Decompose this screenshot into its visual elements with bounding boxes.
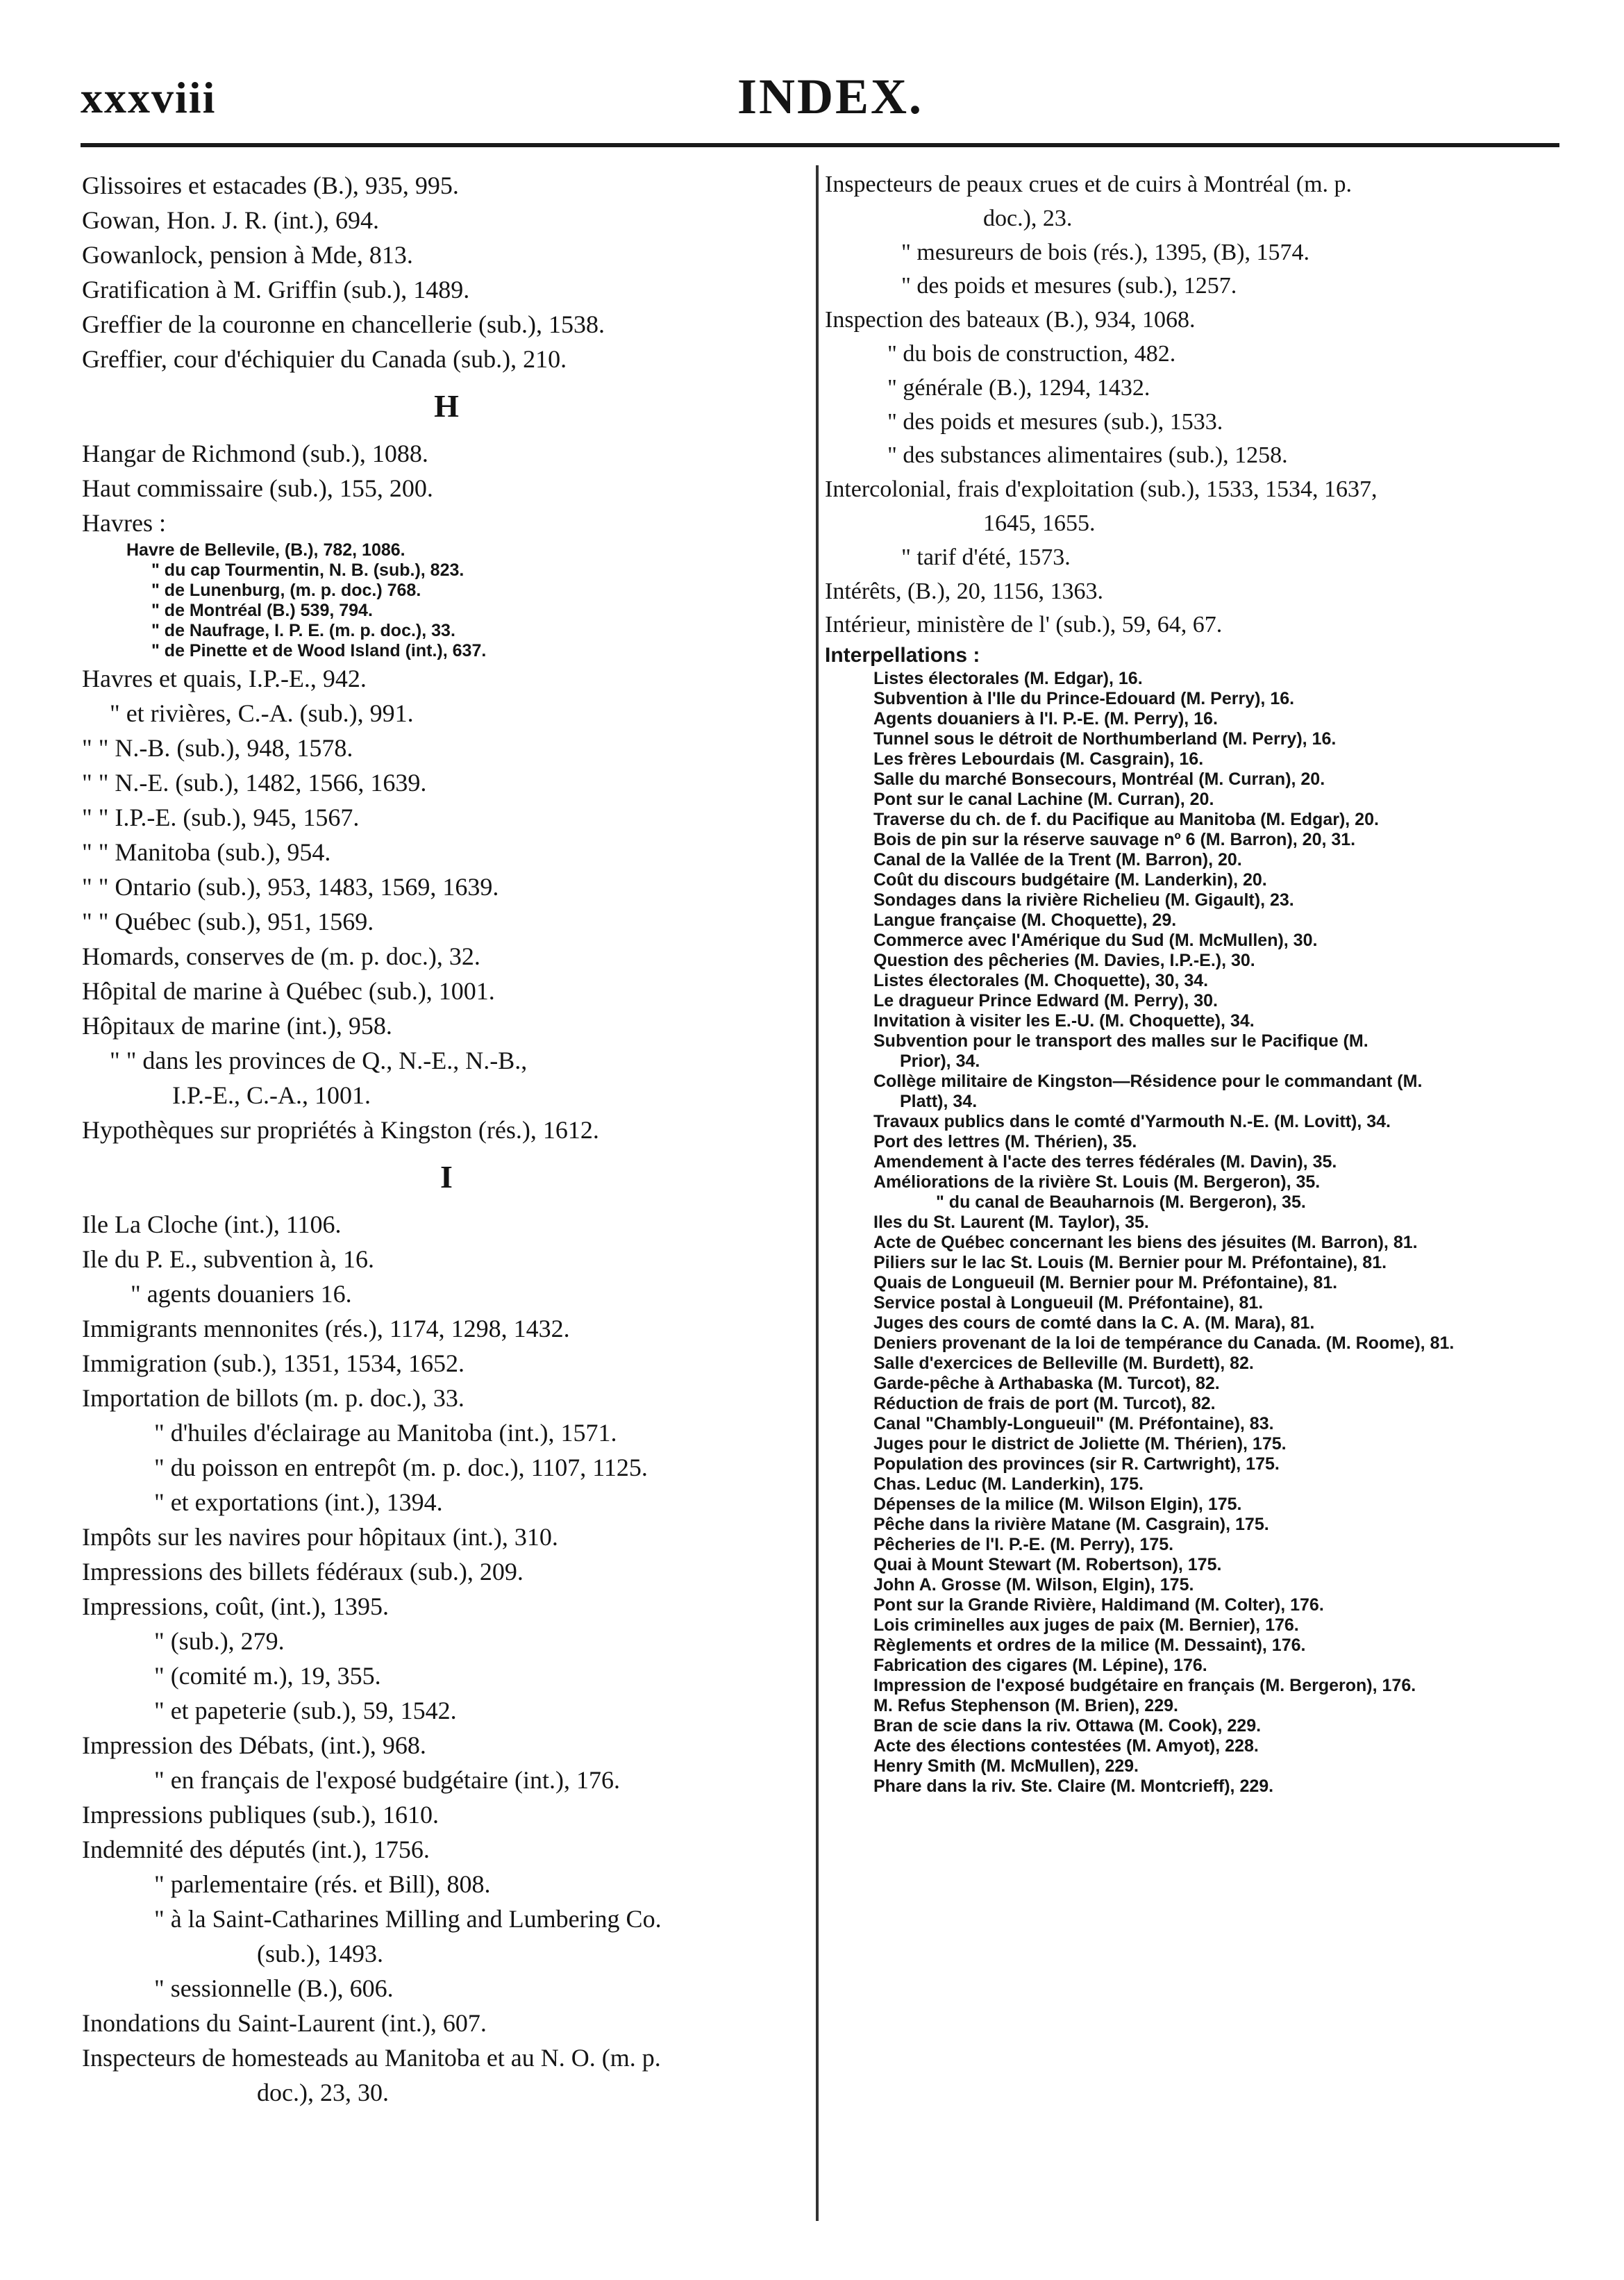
- index-entry: Glissoires et estacades (B.), 935, 995.: [82, 172, 459, 199]
- index-entry: Canal de la Vallée de la Trent (M. Barron), 20.: [873, 850, 1242, 870]
- index-entry: Port des lettres (M. Thérien), 35.: [873, 1132, 1137, 1152]
- index-entry: Acte de Québec concernant les biens des jésuites (M. Barron), 81.: [873, 1233, 1418, 1253]
- index-entry: Subvention pour le transport des malles sur le Pacifique (M.: [873, 1031, 1368, 1051]
- index-entry: Agents douaniers à l'I. P.-E. (M. Perry), 16.: [873, 709, 1218, 729]
- index-entry: " (comité m.), 19, 355.: [154, 1662, 381, 1690]
- index-entry: " des poids et mesures (sub.), 1533.: [887, 408, 1223, 435]
- index-entry: " " N.-B. (sub.), 948, 1578.: [82, 734, 353, 762]
- index-entry: Intérêts, (B.), 20, 1156, 1363.: [825, 578, 1104, 604]
- index-entry: " tarif d'été, 1573.: [901, 544, 1071, 570]
- index-entry: " mesureurs de bois (rés.), 1395, (B), 1574.: [901, 239, 1309, 265]
- index-entry: Pêcheries de l'I. P.-E. (M. Perry), 175.: [873, 1535, 1174, 1555]
- index-entry: Traverse du ch. de f. du Pacifique au Manitoba (M. Edgar), 20.: [873, 810, 1379, 830]
- index-entry: " " Manitoba (sub.), 954.: [82, 838, 331, 866]
- index-entry: " de Montréal (B.) 539, 794.: [151, 601, 373, 620]
- index-entry: Subvention à l'Ile du Prince-Edouard (M. Perry), 16.: [873, 689, 1295, 709]
- index-entry: Langue française (M. Choquette), 29.: [873, 910, 1177, 931]
- index-entry: Fabrication des cigares (M. Lépine), 176.: [873, 1656, 1207, 1676]
- index-entry: Pont sur la Grande Rivière, Haldimand (M. Colter), 176.: [873, 1595, 1324, 1615]
- index-entry: Deniers provenant de la loi de tempérance du Canada. (M. Roome), 81.: [873, 1333, 1455, 1354]
- index-entry: Canal "Chambly-Longueuil" (M. Préfontaine), 83.: [873, 1414, 1274, 1434]
- index-entry: Havre de Bellevile, (B.), 782, 1086.: [126, 540, 405, 560]
- index-entry: Pêche dans la rivière Matane (M. Casgrain), 175.: [873, 1515, 1269, 1535]
- index-entry: Iles du St. Laurent (M. Taylor), 35.: [873, 1213, 1149, 1233]
- index-entry: " du canal de Beauharnois (M. Bergeron), 35.: [936, 1192, 1306, 1213]
- index-entry: " et rivières, C.-A. (sub.), 991.: [110, 699, 414, 727]
- index-entry: Havres :: [82, 509, 166, 537]
- index-entry: Impressions, coût, (int.), 1395.: [82, 1592, 389, 1620]
- index-entry: Impression des Débats, (int.), 968.: [82, 1731, 426, 1759]
- index-entry: Phare dans la riv. Ste. Claire (M. Montcrieff), 229.: [873, 1776, 1274, 1797]
- index-entry: " " N.-E. (sub.), 1482, 1566, 1639.: [82, 769, 427, 797]
- index-entry: doc.), 23.: [983, 205, 1073, 231]
- index-entry: " du cap Tourmentin, N. B. (sub.), 823.: [151, 560, 464, 580]
- section-letter: I: [440, 1159, 453, 1195]
- header-rule: [81, 143, 1559, 147]
- index-entry: Gowan, Hon. J. R. (int.), 694.: [82, 206, 379, 234]
- index-entry: Coût du discours budgétaire (M. Landerkin), 20.: [873, 870, 1267, 890]
- index-entry: Règlements et ordres de la milice (M. Dessaint), 176.: [873, 1636, 1306, 1656]
- page-number: xxxviii: [81, 73, 217, 122]
- index-entry: " et exportations (int.), 1394.: [154, 1488, 443, 1516]
- index-entry: Quais de Longueuil (M. Bernier pour M. Préfontaine), 81.: [873, 1273, 1338, 1293]
- index-entry: Salle d'exercices de Belleville (M. Burdett), 82.: [873, 1354, 1254, 1374]
- index-entry: Greffier de la couronne en chancellerie (sub.), 1538.: [82, 310, 605, 338]
- index-entry: " " Ontario (sub.), 953, 1483, 1569, 1639.: [82, 873, 499, 901]
- index-entry: " (sub.), 279.: [154, 1627, 285, 1655]
- index-entry: Listes électorales (M. Choquette), 30, 34.: [873, 971, 1209, 991]
- index-entry: John A. Grosse (M. Wilson, Elgin), 175.: [873, 1575, 1194, 1595]
- index-entry: Hôpitaux de marine (int.), 958.: [82, 1012, 392, 1040]
- index-entry: Gowanlock, pension à Mde, 813.: [82, 241, 413, 269]
- index-entry: Listes électorales (M. Edgar), 16.: [873, 669, 1143, 689]
- column-divider: [816, 165, 819, 2221]
- index-entry: Ile La Cloche (int.), 1106.: [82, 1210, 342, 1238]
- index-entry: Indemnité des députés (int.), 1756.: [82, 1836, 430, 1863]
- index-entry: Quai à Mount Stewart (M. Robertson), 175.: [873, 1555, 1222, 1575]
- index-entry: " de Lunenburg, (m. p. doc.) 768.: [151, 581, 421, 600]
- index-entry: I.P.-E., C.-A., 1001.: [172, 1081, 371, 1109]
- index-entry: Le dragueur Prince Edward (M. Perry), 30.: [873, 991, 1218, 1011]
- index-entry: Immigration (sub.), 1351, 1534, 1652.: [82, 1349, 464, 1377]
- index-entry: " " Québec (sub.), 951, 1569.: [82, 908, 374, 935]
- index-entry: Service postal à Longueuil (M. Préfontaine), 81.: [873, 1293, 1264, 1313]
- index-entry: " de Pinette et de Wood Island (int.), 637.: [151, 641, 487, 660]
- index-entry: Greffier, cour d'échiquier du Canada (sub.), 210.: [82, 345, 567, 373]
- index-entry: Réduction de frais de port (M. Turcot), 82.: [873, 1394, 1216, 1414]
- index-entry: " d'huiles d'éclairage au Manitoba (int.), 1571.: [154, 1419, 617, 1447]
- index-entry: Haut commissaire (sub.), 155, 200.: [82, 474, 433, 502]
- section-letter: H: [434, 388, 459, 424]
- index-entry: " des substances alimentaires (sub.), 1258.: [887, 442, 1288, 469]
- index-entry: Impression de l'exposé budgétaire en français (M. Bergeron), 176.: [873, 1676, 1416, 1696]
- index-entry: Travaux publics dans le comté d'Yarmouth N.-E. (M. Lovitt), 34.: [873, 1112, 1391, 1132]
- index-entry: Les frères Lebourdais (M. Casgrain), 16.: [873, 749, 1204, 769]
- index-entry: " générale (B.), 1294, 1432.: [887, 374, 1150, 401]
- index-entry: " et papeterie (sub.), 59, 1542.: [154, 1697, 457, 1724]
- index-entry: " " I.P.-E. (sub.), 945, 1567.: [82, 804, 360, 831]
- index-entry: Ile du P. E., subvention à, 16.: [82, 1245, 374, 1273]
- index-entry: Hypothèques sur propriétés à Kingston (rés.), 1612.: [82, 1116, 599, 1144]
- index-entry: Platt), 34.: [900, 1092, 978, 1112]
- index-entry: Acte des élections contestées (M. Amyot), 228.: [873, 1736, 1259, 1756]
- index-entry: (sub.), 1493.: [257, 1940, 383, 1967]
- index-entry: Salle du marché Bonsecours, Montréal (M. Curran), 20.: [873, 769, 1325, 790]
- index-entry: Piliers sur le lac St. Louis (M. Bernier pour M. Préfontaine), 81.: [873, 1253, 1387, 1273]
- index-entry: Impressions des billets fédéraux (sub.), 209.: [82, 1558, 524, 1586]
- index-entry: doc.), 23, 30.: [257, 2079, 389, 2106]
- index-entry: Bran de scie dans la riv. Ottawa (M. Cook), 229.: [873, 1716, 1262, 1736]
- index-entry: " agents douaniers 16.: [131, 1280, 352, 1308]
- index-entry: Importation de billots (m. p. doc.), 33.: [82, 1384, 464, 1412]
- index-entry: " en français de l'exposé budgétaire (int.), 176.: [154, 1766, 620, 1794]
- index-entry: Henry Smith (M. McMullen), 229.: [873, 1756, 1139, 1776]
- index-entry: Dépenses de la milice (M. Wilson Elgin), 175.: [873, 1495, 1242, 1515]
- left-column: [82, 168, 811, 2110]
- index-entry: " de Naufrage, I. P. E. (m. p. doc.), 33.: [151, 621, 455, 640]
- index-entry: Inspecteurs de homesteads au Manitoba et au N. O. (m. p.: [82, 2044, 661, 2072]
- index-entry: Hangar de Richmond (sub.), 1088.: [82, 440, 428, 467]
- index-entry: " des poids et mesures (sub.), 1257.: [901, 273, 1237, 299]
- index-entry: Impressions publiques (sub.), 1610.: [82, 1801, 439, 1829]
- index-entry: " du poisson en entrepôt (m. p. doc.), 1107, 1125.: [154, 1454, 648, 1481]
- index-entry: Gratification à M. Griffin (sub.), 1489.: [82, 276, 470, 303]
- index-entry: Garde-pêche à Arthabaska (M. Turcot), 82.: [873, 1374, 1220, 1394]
- index-entry: Interpellations :: [825, 644, 980, 667]
- page-title: INDEX.: [737, 69, 924, 124]
- index-entry: Population des provinces (sir R. Cartwright), 175.: [873, 1454, 1280, 1474]
- index-entry: Immigrants mennonites (rés.), 1174, 1298, 1432.: [82, 1315, 570, 1342]
- index-entry: Lois criminelles aux juges de paix (M. Bernier), 176.: [873, 1615, 1299, 1636]
- index-entry: " " dans les provinces de Q., N.-E., N.-B.,: [110, 1047, 528, 1074]
- index-entry: M. Refus Stephenson (M. Brien), 229.: [873, 1696, 1178, 1716]
- index-entry: Invitation à visiter les E.-U. (M. Choquette), 34.: [873, 1011, 1255, 1031]
- index-entry: Inspection des bateaux (B.), 934, 1068.: [825, 307, 1196, 333]
- index-entry: " parlementaire (rés. et Bill), 808.: [154, 1870, 491, 1898]
- index-entry: Hôpital de marine à Québec (sub.), 1001.: [82, 977, 495, 1005]
- index-entry: Pont sur le canal Lachine (M. Curran), 20.: [873, 790, 1214, 810]
- index-entry: Question des pêcheries (M. Davies, I.P.-E.), 30.: [873, 951, 1255, 971]
- index-entry: Sondages dans la rivière Richelieu (M. Gigault), 23.: [873, 890, 1294, 910]
- index-entry: Inondations du Saint-Laurent (int.), 607.: [82, 2009, 487, 2037]
- index-entry: Commerce avec l'Amérique du Sud (M. McMullen), 30.: [873, 931, 1318, 951]
- index-entry: Amendement à l'acte des terres fédérales (M. Davin), 35.: [873, 1152, 1337, 1172]
- index-entry: Inspecteurs de peaux crues et de cuirs à Montréal (m. p.: [825, 172, 1353, 197]
- index-entry: Tunnel sous le détroit de Northumberland (M. Perry), 16.: [873, 729, 1337, 749]
- index-entry: Bois de pin sur la réserve sauvage nº 6 (M. Barron), 20, 31.: [873, 830, 1356, 850]
- index-entry: Intercolonial, frais d'exploitation (sub.), 1533, 1534, 1637,: [825, 476, 1378, 503]
- index-entry: Collège militaire de Kingston—Résidence pour le commandant (M.: [873, 1072, 1423, 1092]
- index-entry: Chas. Leduc (M. Landerkin), 175.: [873, 1474, 1144, 1495]
- index-entry: " du bois de construction, 482.: [887, 340, 1176, 367]
- index-entry: Juges pour le district de Joliette (M. Thérien), 175.: [873, 1434, 1287, 1454]
- index-entry: Intérieur, ministère de l' (sub.), 59, 64, 67.: [825, 612, 1223, 638]
- index-entry: 1645, 1655.: [983, 510, 1096, 536]
- index-entry: Juges des cours de comté dans la C. A. (M. Mara), 81.: [873, 1313, 1315, 1333]
- index-entry: Améliorations de la rivière St. Louis (M. Bergeron), 35.: [873, 1172, 1321, 1192]
- index-entry: Prior), 34.: [900, 1051, 980, 1072]
- index-entry: " à la Saint-Catharines Milling and Lumbering Co.: [154, 1905, 662, 1933]
- right-column: [825, 168, 1609, 1797]
- index-entry: " sessionnelle (B.), 606.: [154, 1974, 394, 2002]
- index-entry: Havres et quais, I.P.-E., 942.: [82, 665, 367, 692]
- index-entry: Homards, conserves de (m. p. doc.), 32.: [82, 942, 480, 970]
- index-entry: Impôts sur les navires pour hôpitaux (int.), 310.: [82, 1523, 558, 1551]
